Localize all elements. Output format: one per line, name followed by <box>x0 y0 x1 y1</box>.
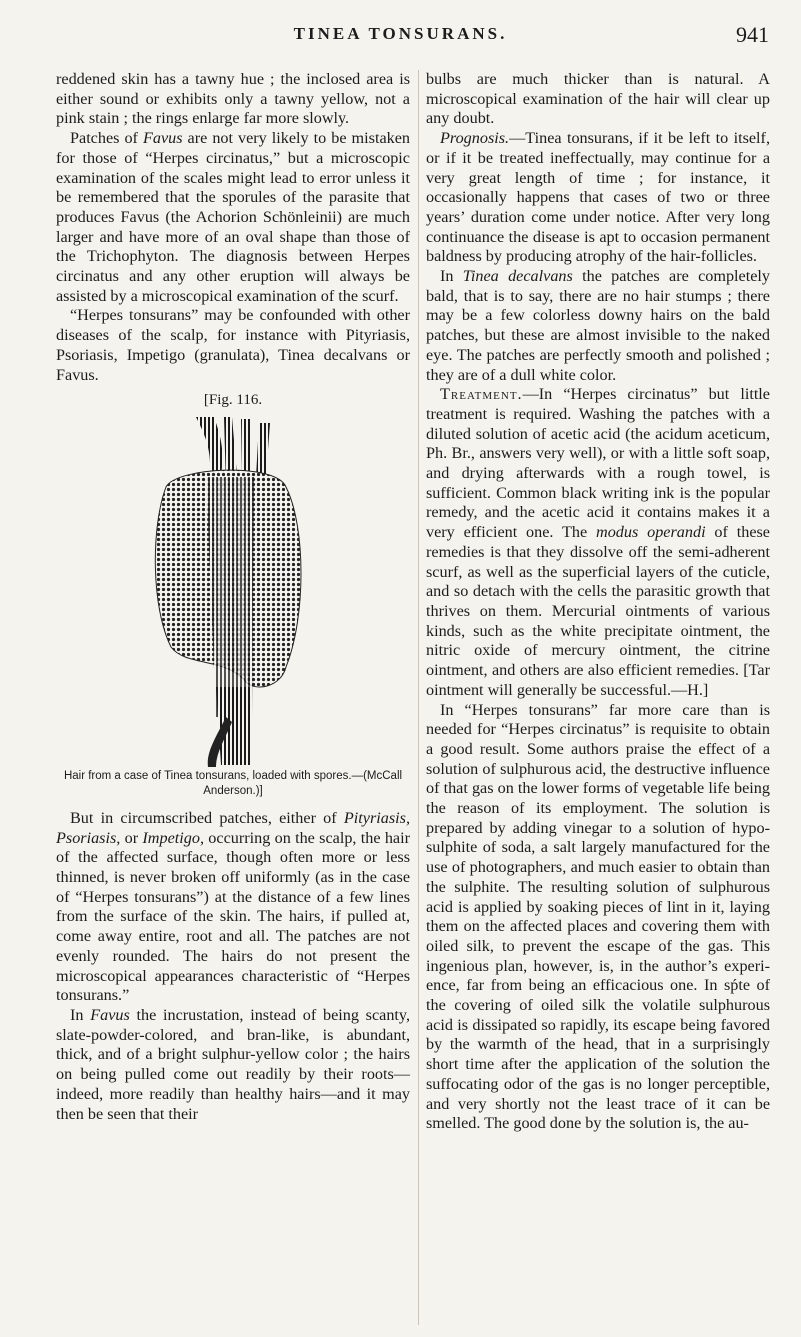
right-column <box>426 70 770 1134</box>
column-divider <box>418 70 419 1325</box>
paragraph: Prognosis.—Tinea tonsurans, if it be left to itself, or if it be treated ineffectually, may continue for a very great length of time ; for instance, it occasionally happens that cases of two or three years’ duration come under notice. After very long continuance the disease is apt to occasion permanent baldness by producing atrophy of the hair-follicles. <box>426 129 770 266</box>
page-header <box>0 24 801 54</box>
paragraph: In “Herpes tonsurans” far more care than is needed for “Herpes circinatus” is requisite to obtain a good result. Some authors praise the effect of a solution of sulphurous acid, the destructive influence of that gas on the lower forms of vegetable life being the reason of its employment. The solution is prepared by adding vinegar to a solution of hyposulphite of soda, a salt largely manufactured for the use of photographers, and much easier to obtain than the sulphite. The resulting solution of sulphurous acid is applied by soaking pieces of lint in it, laying them on the affected places and covering them with oiled silk, to prevent the escape of the gas. This ingenious plan, however, is, in the author’s experience, far from being an efficacious one. In sṕte of the covering of oiled silk the volatile sulphurous acid is dissipated so rapidly, its escape being favored by the warmth of the head, that in a surprisingly short time after the application of the solution the suffocating odor of the gas is no longer perceptible, and very shortly not the least trace of it can be smelled. The good done by the solution is, the au- <box>426 700 770 1133</box>
left-column <box>56 70 410 1124</box>
paragraph: Patches of Favus are not very likely to be mistaken for those of “Herpes circinatus,” but a microscopic examination of the scales might lead to error unless it be remembered that the sporules of the parasite that produces Favus (the Achorion Schönleinii) are much larger and have more of an oval shape than those of the Trichophyton. The diagnosis between Herpes circinatus and any other eruption will always be assisted by a microscopical examination of the scurf. <box>56 129 411 305</box>
paragraph: But in circumscribed patches, either of Pityriasis, Psoriasis, or Impetigo, occurring on the scalp, the hair of the affected surface, though often more or less thinned, is never broken off uniformly (as in the case of “Herpes tonsurans”) at the distance of a few lines from the surface of the skin. The hairs, if pulled at, come away entire, root and all. The patches are not evenly rounded. The hairs do not present the microscopical appearances characteristic of “Herpes tonsurans.” <box>56 808 410 1005</box>
figure-caption: Hair from a case of Tinea tonsurans, loaded with spores.—(McCall Anderson.)] <box>63 769 403 797</box>
hair-illustration <box>56 417 410 767</box>
figure-label: [Fig. 116. <box>203 392 263 409</box>
paragraph: reddened skin has a tawny hue ; the inclosed area is either sound or exhibits only a tawny yellow, not a pink stain ; the rings enlarge far more slowly. <box>56 70 410 128</box>
paragraph: In Favus the incrustation, instead of being scanty, slate-powder-colored, and bran-like, is abundant, thick, and of a bright sulphur-yellow color ; the hairs on being pulled come out readily by their roots—indeed, more readily than healthy hairs—and it may then be seen that their <box>56 1005 411 1123</box>
paragraph: “Herpes tonsurans” may be confounded with other diseases of the scalp, for instance with Pityriasis, Psoriasis, Impetigo (granulata), Tinea decalvans or Favus. <box>56 306 410 384</box>
paragraph: bulbs are much thicker than is natural. A microscopical examination of the hair will clear up any doubt. <box>426 70 770 128</box>
hair-spores-drawing <box>56 417 410 767</box>
paragraph: In Tinea decalvans the patches are completely bald, that is to say, there are no hair stumps ; there may be a few colorless downy hairs on the bald patches, but these are almost invisible to the naked eye. The patches are perfectly smooth and polished ; they are of a dull white color. <box>426 267 771 384</box>
running-title: TINEA TONSURANS. <box>293 24 508 43</box>
page-number: 941 <box>736 22 769 47</box>
paragraph: Treatment.—In “Herpes circinatus” but little treatment is required. Washing the patches with a diluted solution of acetic acid (the acidum aceticum, Ph. Br., answers very well), or with a little soft soap, and drying afterwards with a rough towel, is sufficient. Common black writing ink is the popular remedy, and the acetic acid it contains makes it a very efficient one. The modus operandi of these remedies is that they dissolve off the semi-adherent scurf, as well as the superficial layers of the cuticle, and so detach with the cells the parasitic growth that thrives on them. Mercurial ointments of various kinds, such as the white precipitate ointment, the nitric oxide of mercury ointment, the citrine ointment, and others are also efficient remedies. [Tar ointment will generally be successful.—H.] <box>426 385 770 699</box>
